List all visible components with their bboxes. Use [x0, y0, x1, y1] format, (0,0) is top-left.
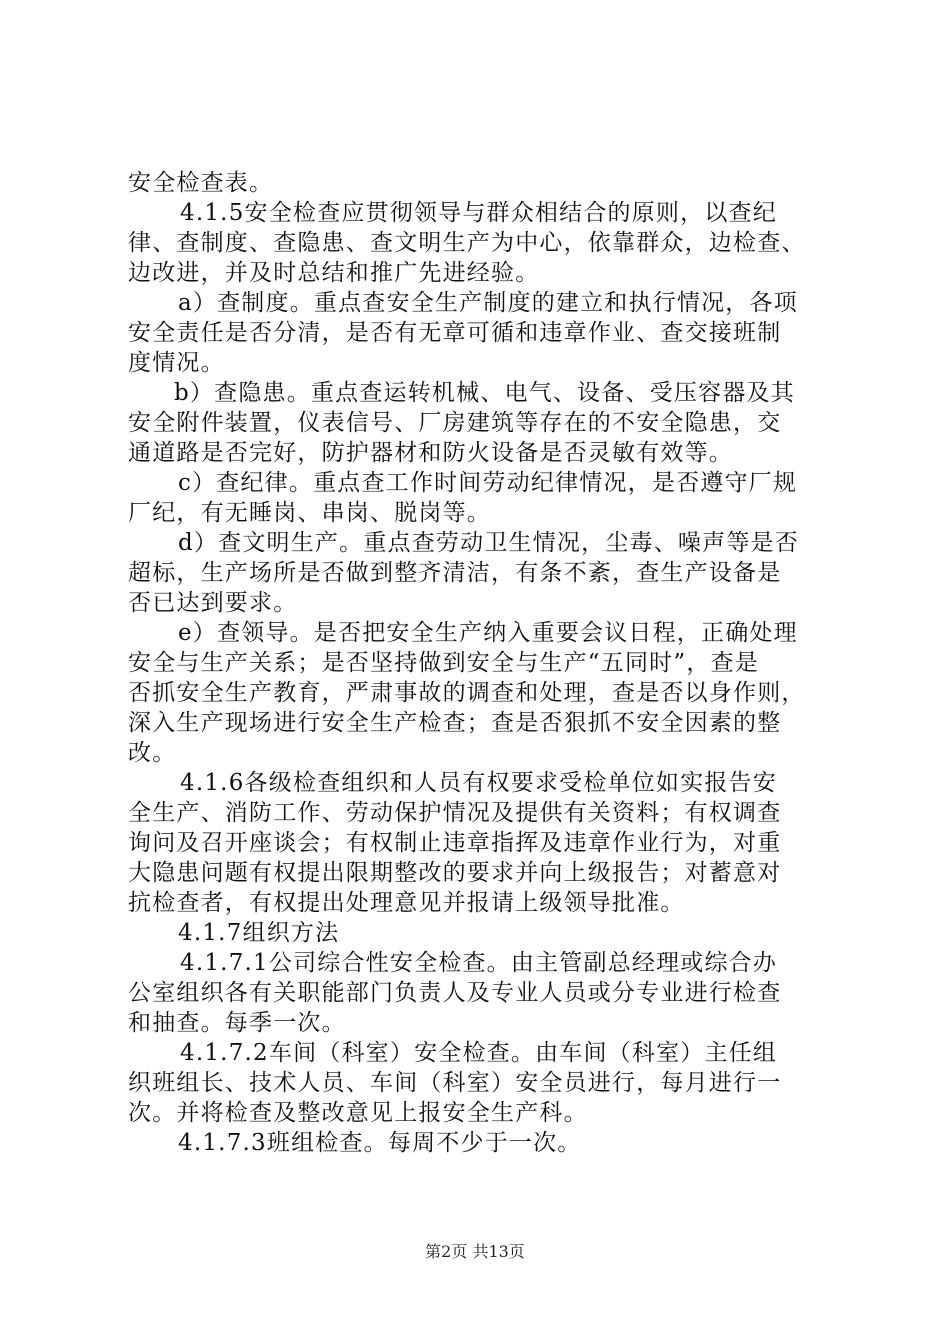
- text-line: 4.1.7.3班组检查。每周不少于一次。: [178, 1130, 582, 1156]
- text-line: 厂纪，有无睡岗、串岗、脱岗等。: [128, 500, 491, 526]
- text-line: 全生产、消防工作、劳动保护情况及提供有关资料；有权调查: [128, 800, 782, 826]
- text-line: 深入生产现场进行安全生产检查；查是否狠抓不安全因素的整: [128, 710, 782, 736]
- text-line: 超标，生产场所是否做到整齐清洁，有条不紊，查生产设备是: [128, 560, 782, 586]
- text-line: 安全附件装置，仪表信号、厂房建筑等存在的不安全隐患，交: [128, 410, 782, 436]
- text-line: 安全检查表。: [128, 170, 274, 196]
- text-line: 抗检查者，有权提出处理意见并报请上级领导批准。: [128, 890, 685, 916]
- text-line: 4.1.6各级检查组织和人员有权要求受检单位如实报告安: [180, 770, 777, 796]
- text-line: 织班组长、技术人员、车间（科室）安全员进行，每月进行一: [128, 1070, 782, 1096]
- text-line: 次。并将检查及整改意见上报安全生产科。: [128, 1100, 588, 1126]
- text-line: 边改进，并及时总结和推广先进经验。: [128, 260, 540, 286]
- text-line: 否抓安全生产教育，严肃事故的调查和处理，查是否以身作则，: [128, 680, 806, 706]
- text-line: e）查领导。是否把安全生产纳入重要会议日程，正确处理: [178, 620, 798, 646]
- text-line: 4.1.7.2车间（科室）安全检查。由车间（科室）主任组: [180, 1040, 778, 1066]
- text-line: a）查制度。重点查安全生产制度的建立和执行情况，各项: [178, 290, 798, 316]
- text-line: 安全责任是否分清，是否有无章可循和违章作业、查交接班制: [128, 320, 782, 346]
- text-line: 和抽查。每季一次。: [128, 1010, 346, 1036]
- text-line: 公室组织各有关职能部门负责人及专业人员或分专业进行检查: [128, 980, 782, 1006]
- text-line: b）查隐患。重点查运转机械、电气、设备、受压容器及其: [174, 380, 795, 406]
- text-line: 度情况。: [128, 350, 225, 376]
- text-line: 改。: [128, 740, 177, 766]
- text-line: 4.1.5安全检查应贯彻领导与群众相结合的原则，以查纪: [180, 200, 777, 226]
- text-line: c）查纪律。重点查工作时间劳动纪律情况，是否遵守厂规: [178, 470, 798, 496]
- text-line: d）查文明生产。重点查劳动卫生情况，尘毒、噪声等是否: [178, 530, 799, 556]
- text-line: 否已达到要求。: [128, 590, 298, 616]
- text-line: 4.1.7.1公司综合性安全检查。由主管副总经理或综合办: [180, 950, 778, 976]
- text-line: 律、查制度、查隐患、查文明生产为中心，依靠群众，边检查、: [128, 230, 806, 256]
- text-line: 大隐患问题有权提出限期整改的要求并向上级报告；对蓄意对: [128, 860, 782, 886]
- text-line: 询问及召开座谈会；有权制止违章指挥及违章作业行为，对重: [128, 830, 782, 856]
- text-line: 安全与生产关系；是否坚持做到安全与生产“五同时”，查是: [128, 650, 759, 676]
- text-line: 通道路是否完好，防护器材和防火设备是否灵敏有效等。: [128, 440, 733, 466]
- document-body: [128, 168, 833, 1158]
- page-number-footer: 第2页 共13页: [425, 1242, 525, 1261]
- text-line: 4.1.7组织方法: [178, 920, 340, 946]
